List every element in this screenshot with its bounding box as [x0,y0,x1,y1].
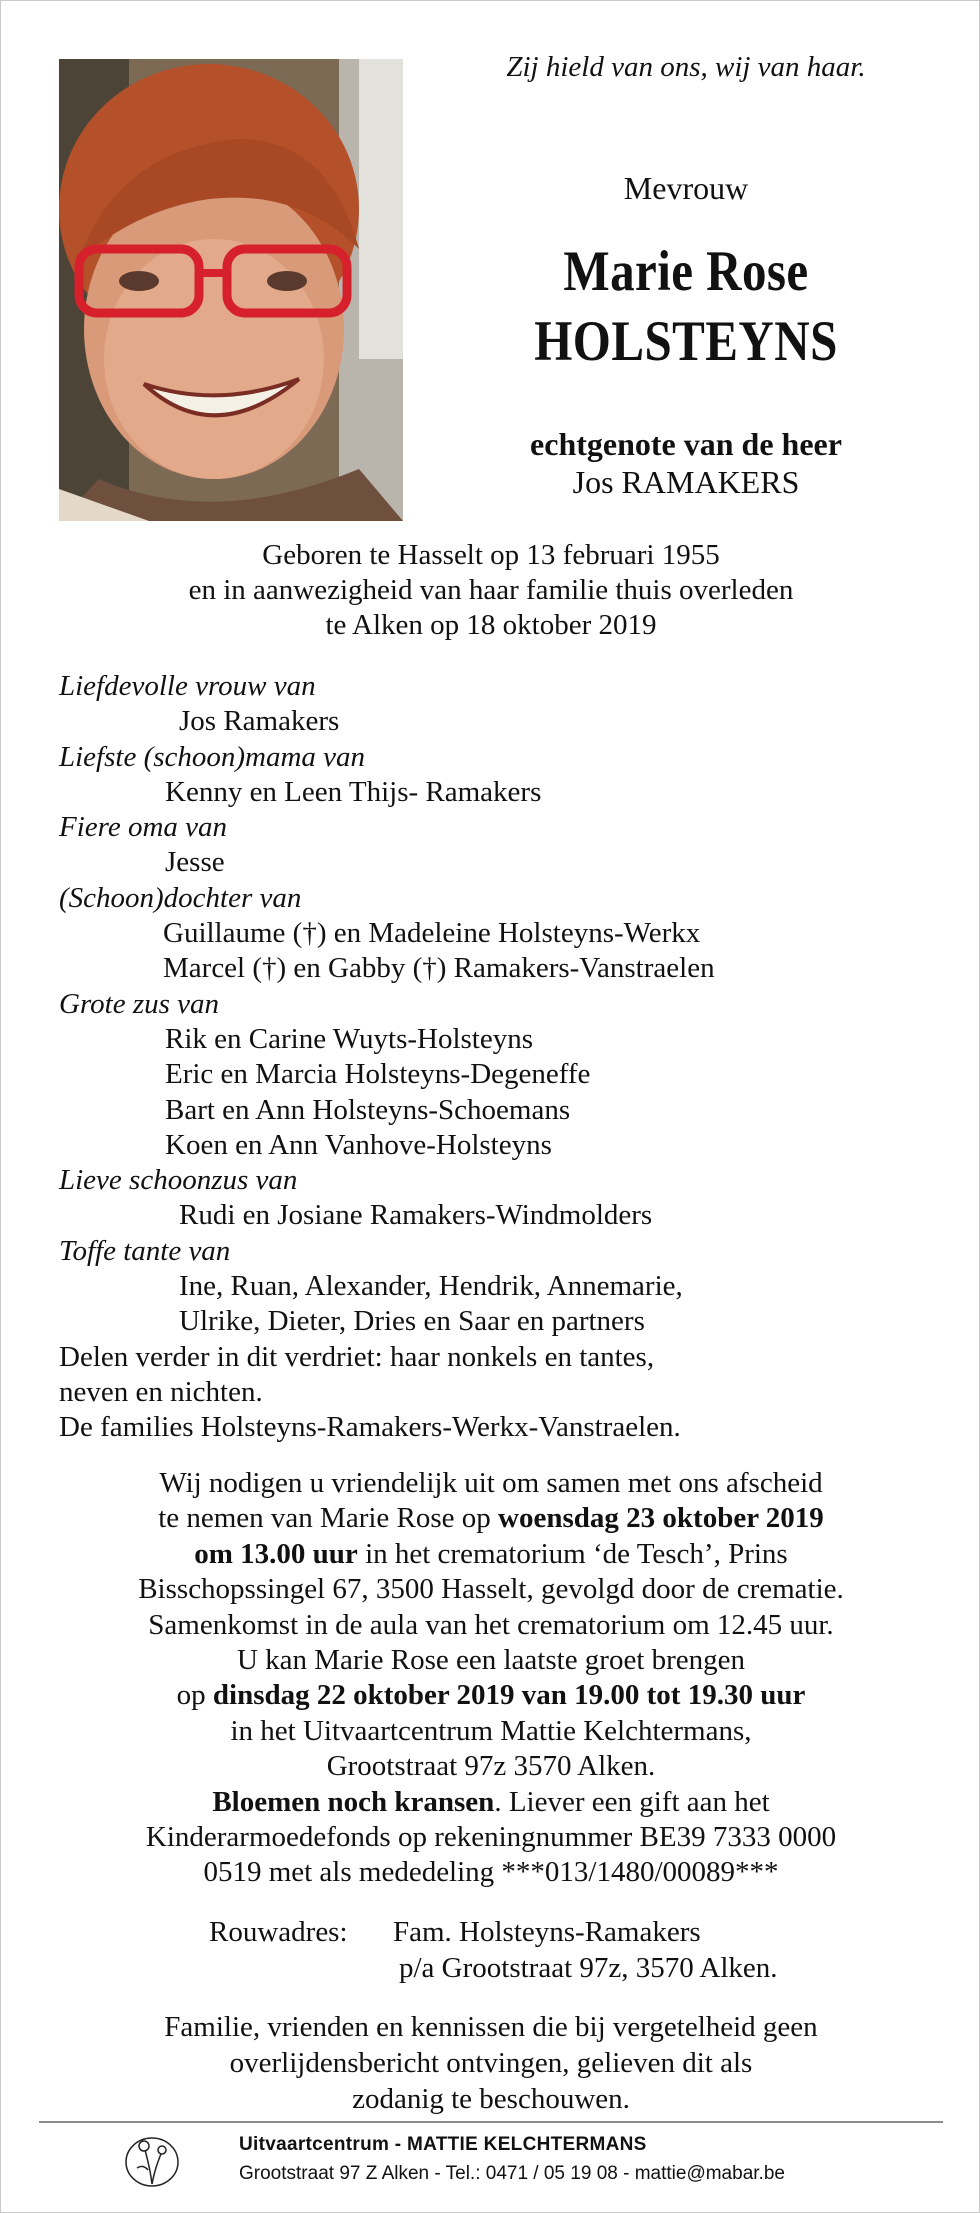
funeral-invitation [1,1466,980,1891]
invite-line: Samenkomst in de aula van het crematorium om 12.45 uur. [148,1608,834,1641]
closing-line: overlijdensbericht ontvingen, gelieven dit als [229,2047,753,2079]
spouse-name: Jos RAMAKERS [572,464,800,500]
address-line [209,1914,778,1950]
family-relations [59,669,939,1446]
no-flowers: Bloemen noch kransen [212,1785,495,1818]
grieving-line: Delen verder in dit verdriet: haar nonkels en tantes, [59,1340,655,1373]
relation-label: Liefste (schoon)mama van [59,740,366,773]
footer-divider [39,2121,943,2123]
spouse-title: echtgenote van de heer [530,426,842,462]
surname: HOLSTEYNS [534,310,838,373]
motto: Zij hield van ons, wij van haar. [506,51,866,83]
relation-label: Grote zus van [59,987,220,1020]
visitation-time: dinsdag 22 oktober 2019 van 19.00 tot 19.30 uur [212,1679,806,1712]
relation-label: Fiere oma van [59,811,228,844]
closing-line: zodanig te beschouwen. [352,2083,630,2115]
relation-names: Jesse [165,846,225,879]
funeral-time: om 13.00 uur [194,1537,358,1570]
funeral-home-contact: Grootstraat 97 Z Alken - Tel.: 0471 / 05 19 08 - mattie@mabar.be [239,2163,785,2184]
relation-names: Rudi en Josiane Ramakers-Windmolders [179,1199,653,1232]
mourning-address [209,1914,778,1986]
relation-label: Liefdevolle vrouw van [59,670,316,702]
invite-text: te nemen van Marie Rose op [158,1502,499,1535]
funeral-home-footer [239,2134,785,2185]
invite-line [1,1678,980,1713]
relation-names: Rik en Carine Wuyts-Holsteyns [165,1022,534,1055]
invite-line: U kan Marie Rose een laatste groet brengen [236,1644,746,1677]
closing-line: Familie, vrienden en kennissen die bij vergetelheid geen [164,2011,818,2043]
grieving-line: De families Holsteyns-Ramakers-Werkx-Vanstraelen. [59,1411,681,1444]
relation-names: Eric en Marcia Holsteyns-Degeneffe [165,1058,591,1091]
birth-death-text [1,538,980,643]
salutation: Mevrouw [623,170,749,206]
relation-names: Ine, Ruan, Alexander, Hendrik, Annemarie, [179,1270,683,1303]
address-label: Rouwadres: [209,1916,348,1948]
relation-label: Toffe tante van [59,1234,231,1267]
funeral-home-name: Uitvaartcentrum - MATTIE KELCHTERMANS [239,2134,647,2155]
grieving-line: neven en nichten. [59,1375,263,1408]
invite-text: op [176,1679,213,1712]
born-line: Geboren te Hasselt op 13 februari 1955 [262,539,720,571]
invite-text: in het crematorium ‘de Tesch’, Prins [357,1537,788,1570]
relation-label: Lieve schoonzus van [59,1164,298,1197]
born-line: te Alken op 18 oktober 2019 [325,609,657,641]
deceased-name [475,237,896,377]
invite-line [1,1501,980,1536]
relation-names: Jos Ramakers [179,705,340,738]
invite-line: Kinderarmoedefonds op rekeningnummer BE39 7333 0000 [145,1821,837,1854]
address-line: p/a Grootstraat 97z, 3570 Alken. [399,1952,778,1984]
relation-names: Ulrike, Dieter, Dries en Saar en partners [179,1305,645,1338]
closing-note [1,2009,980,2117]
invite-line [1,1537,980,1572]
invite-line: in het Uitvaartcentrum Mattie Kelchtermans, [230,1714,752,1747]
born-line: en in aanwezigheid van haar familie thuis overleden [188,574,794,606]
relation-label: (Schoon)dochter van [59,881,302,914]
header [441,51,931,501]
address-name: Fam. Holsteyns-Ramakers [393,1916,701,1948]
spouse-line [441,425,931,501]
relation-names: Guillaume (†) en Madeleine Holsteyns-Werkx [163,917,701,950]
invite-line: Grootstraat 97z 3570 Alken. [326,1750,656,1783]
invite-text: . Liever een gift aan het [494,1785,770,1818]
relation-names: Bart en Ann Holsteyns-Schoemans [165,1093,571,1126]
invite-line: 0519 met als mededeling ***013/1480/00089*** [203,1856,779,1889]
first-names: Marie Rose [563,240,809,303]
funeral-date: woensdag 23 oktober 2019 [498,1502,824,1535]
invite-line: Bisschopssingel 67, 3500 Hasselt, gevolgd door de crematie. [138,1573,844,1606]
invite-line: Wij nodigen u vriendelijk uit om samen met ons afscheid [159,1467,823,1499]
relation-names: Kenny en Leen Thijs- Ramakers [165,775,542,808]
invite-line [1,1785,980,1820]
portrait-photo [59,59,403,521]
relation-names: Marcel (†) en Gabby (†) Ramakers-Vanstraelen [163,952,715,985]
relation-names: Koen en Ann Vanhove-Holsteyns [165,1128,552,1161]
flower-logo-icon [123,2128,181,2190]
